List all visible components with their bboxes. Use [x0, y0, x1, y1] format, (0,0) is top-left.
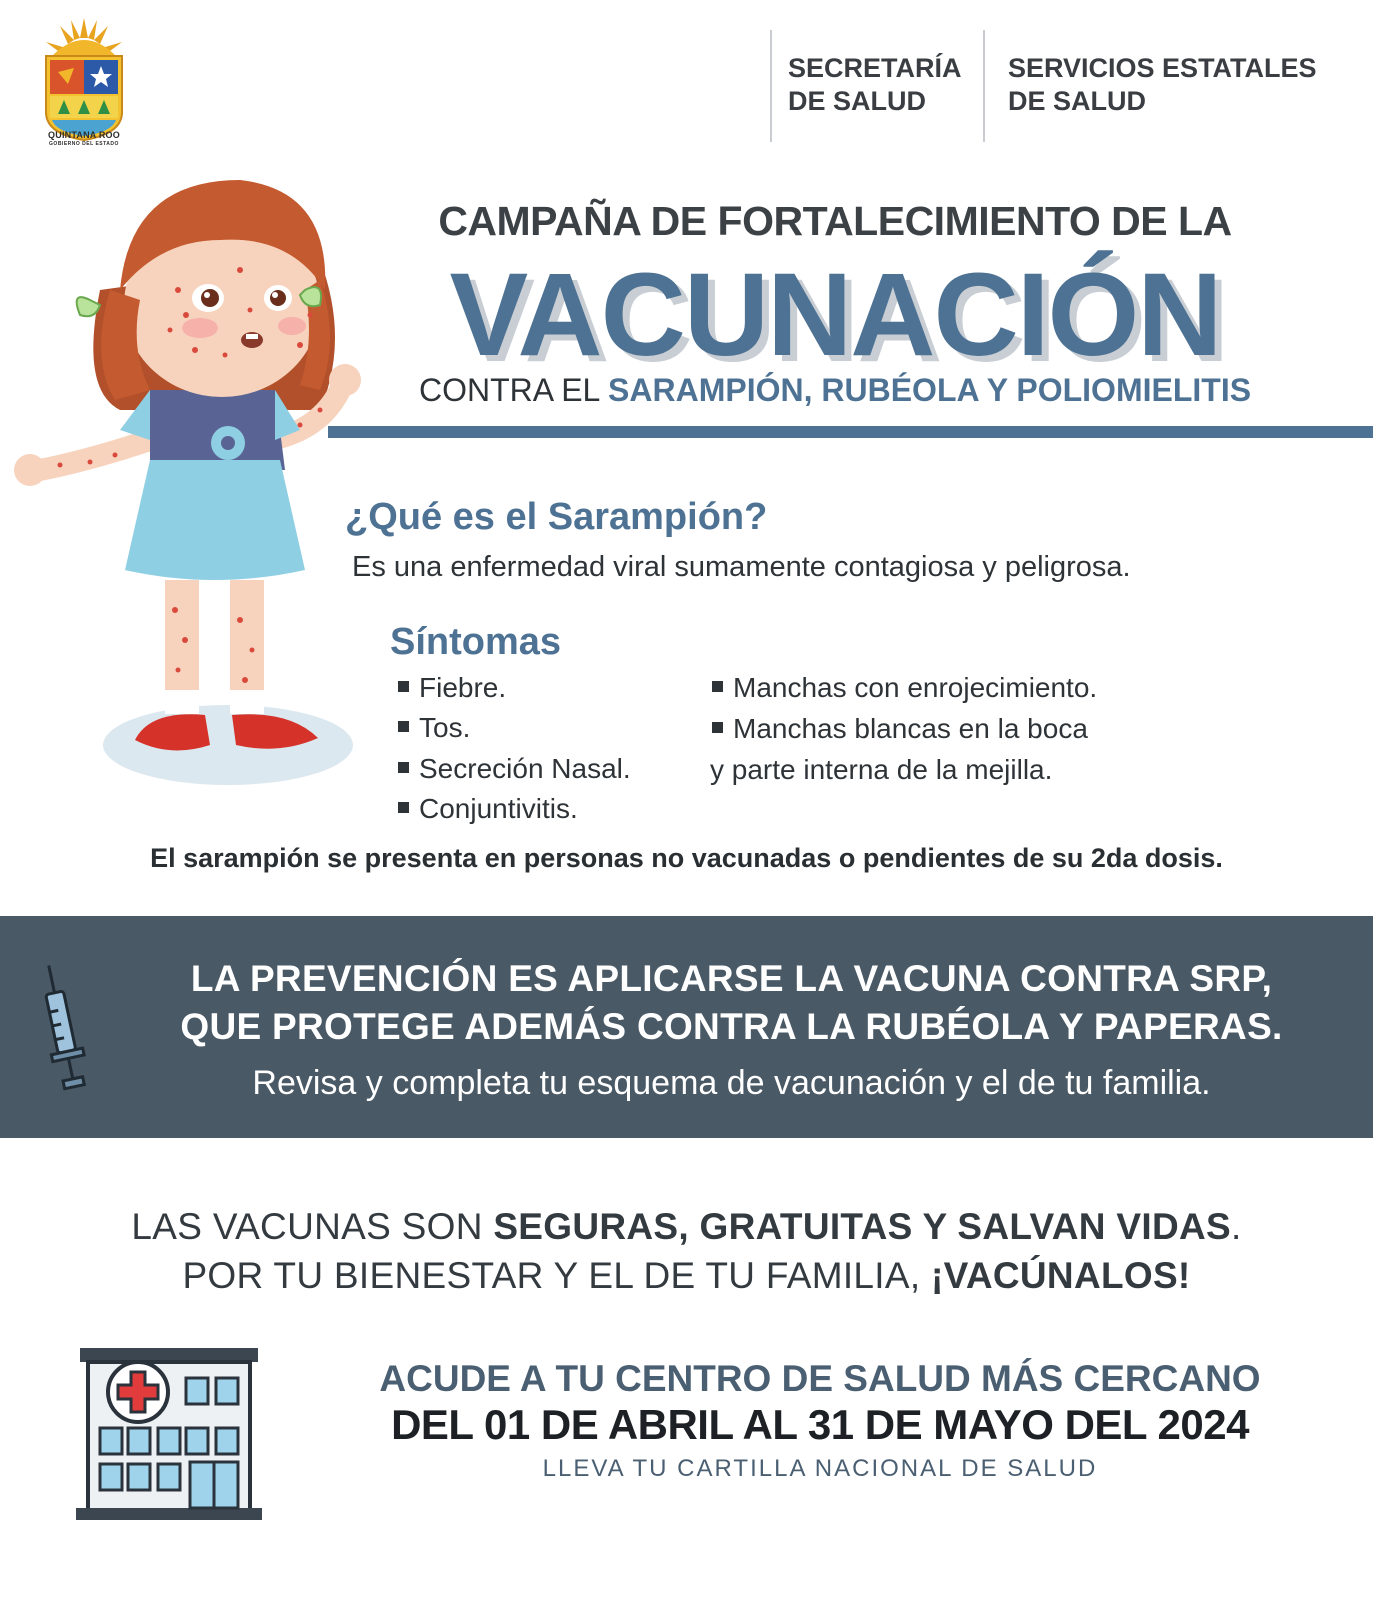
banner-headline-line1: LA PREVENCIÓN ES APLICARSE LA VACUNA CONTRA SRP,	[190, 958, 1273, 999]
hospital-icon	[76, 1340, 262, 1522]
logo-subtitle: GOBIERNO DEL ESTADO	[49, 141, 119, 147]
symptom-label: Manchas blancas en la boca	[733, 713, 1088, 744]
measles-definition: Es una enfermedad viral sumamente contagiosa y peligrosa.	[352, 551, 1131, 583]
campaign-title-line: CAMPAÑA DE FORTALECIMIENTO DE LA	[438, 198, 1232, 244]
slogan-line2	[0, 1255, 1373, 1297]
title-rule	[328, 426, 1373, 438]
header-divider	[983, 30, 985, 142]
slogan-line1-suffix: .	[1230, 1206, 1242, 1247]
bullet-icon	[398, 802, 409, 813]
slogan-line1	[0, 1206, 1373, 1248]
campaign-title-main: VACUNACIÓN	[449, 249, 1221, 381]
symptom-label: Fiebre.	[419, 672, 507, 703]
cta-visit-health-center: ACUDE A TU CENTRO DE SALUD MÁS CERCANO	[379, 1358, 1261, 1399]
slogan-line2-prefix: POR TU BIENESTAR Y EL DE TU FAMILIA,	[182, 1255, 932, 1296]
bullet-icon	[712, 722, 723, 733]
symptom-item-continuation: y parte interna de la mejilla.	[710, 754, 1053, 785]
bullet-icon	[398, 721, 409, 732]
dept-secretaria-line2: DE SALUD	[788, 86, 927, 116]
symptoms-heading: Síntomas	[390, 621, 562, 663]
subtitle-highlight: SARAMPIÓN, RUBÉOLA Y POLIOMIELITIS	[608, 372, 1252, 408]
bullet-icon	[398, 681, 409, 692]
cta-campaign-dates: DEL 01 DE ABRIL AL 31 DE MAYO DEL 2024	[391, 1401, 1249, 1448]
logo-name: QUINTANA ROO	[48, 130, 120, 140]
symptom-item	[398, 753, 631, 785]
banner-headline-line2: QUE PROTEGE ADEMÁS CONTRA LA RUBÉOLA Y PAPERAS.	[180, 1006, 1283, 1047]
symptom-item	[398, 672, 506, 704]
slogan-line1-bold: SEGURAS, GRATUITAS Y SALVAN VIDAS	[493, 1206, 1231, 1247]
dept-secretaria	[788, 52, 962, 118]
symptom-label: Manchas con enrojecimiento.	[733, 672, 1098, 703]
bullet-icon	[398, 762, 409, 773]
symptom-label: Secreción Nasal.	[419, 753, 631, 784]
slogan-line1-prefix: LAS VACUNAS SON	[131, 1206, 494, 1247]
campaign-subtitle	[330, 372, 1340, 409]
measles-footnote: El sarampión se presenta en personas no vacunadas o pendientes de su 2da dosis.	[150, 843, 1223, 873]
symptom-label: Tos.	[419, 712, 471, 743]
symptom-label: Conjuntivitis.	[419, 793, 578, 824]
symptom-item	[398, 712, 470, 744]
dept-servicios-line1: SERVICIOS ESTATALES	[1008, 53, 1317, 83]
header-divider	[770, 30, 772, 142]
dept-secretaria-line1: SECRETARÍA	[788, 53, 962, 83]
measles-question-heading: ¿Qué es el Sarampión?	[345, 496, 768, 538]
symptom-item	[712, 672, 1097, 704]
dept-servicios	[1008, 52, 1317, 118]
bullet-icon	[712, 681, 723, 692]
dept-servicios-line2: DE SALUD	[1008, 86, 1147, 116]
symptom-item	[712, 713, 1088, 745]
slogan-line2-bold: ¡VACÚNALOS!	[931, 1255, 1191, 1296]
quintana-roo-coat-of-arms-icon	[38, 16, 130, 148]
banner-subline: Revisa y completa tu esquema de vacunación y el de tu familia.	[252, 1064, 1211, 1102]
syringe-icon	[34, 962, 90, 1094]
symptom-item	[398, 793, 578, 825]
subtitle-prefix: CONTRA EL	[418, 372, 609, 408]
cta-bring-card: LLEVA TU CARTILLA NACIONAL DE SALUD	[542, 1455, 1098, 1482]
girl-with-measles-illustration	[0, 140, 380, 810]
